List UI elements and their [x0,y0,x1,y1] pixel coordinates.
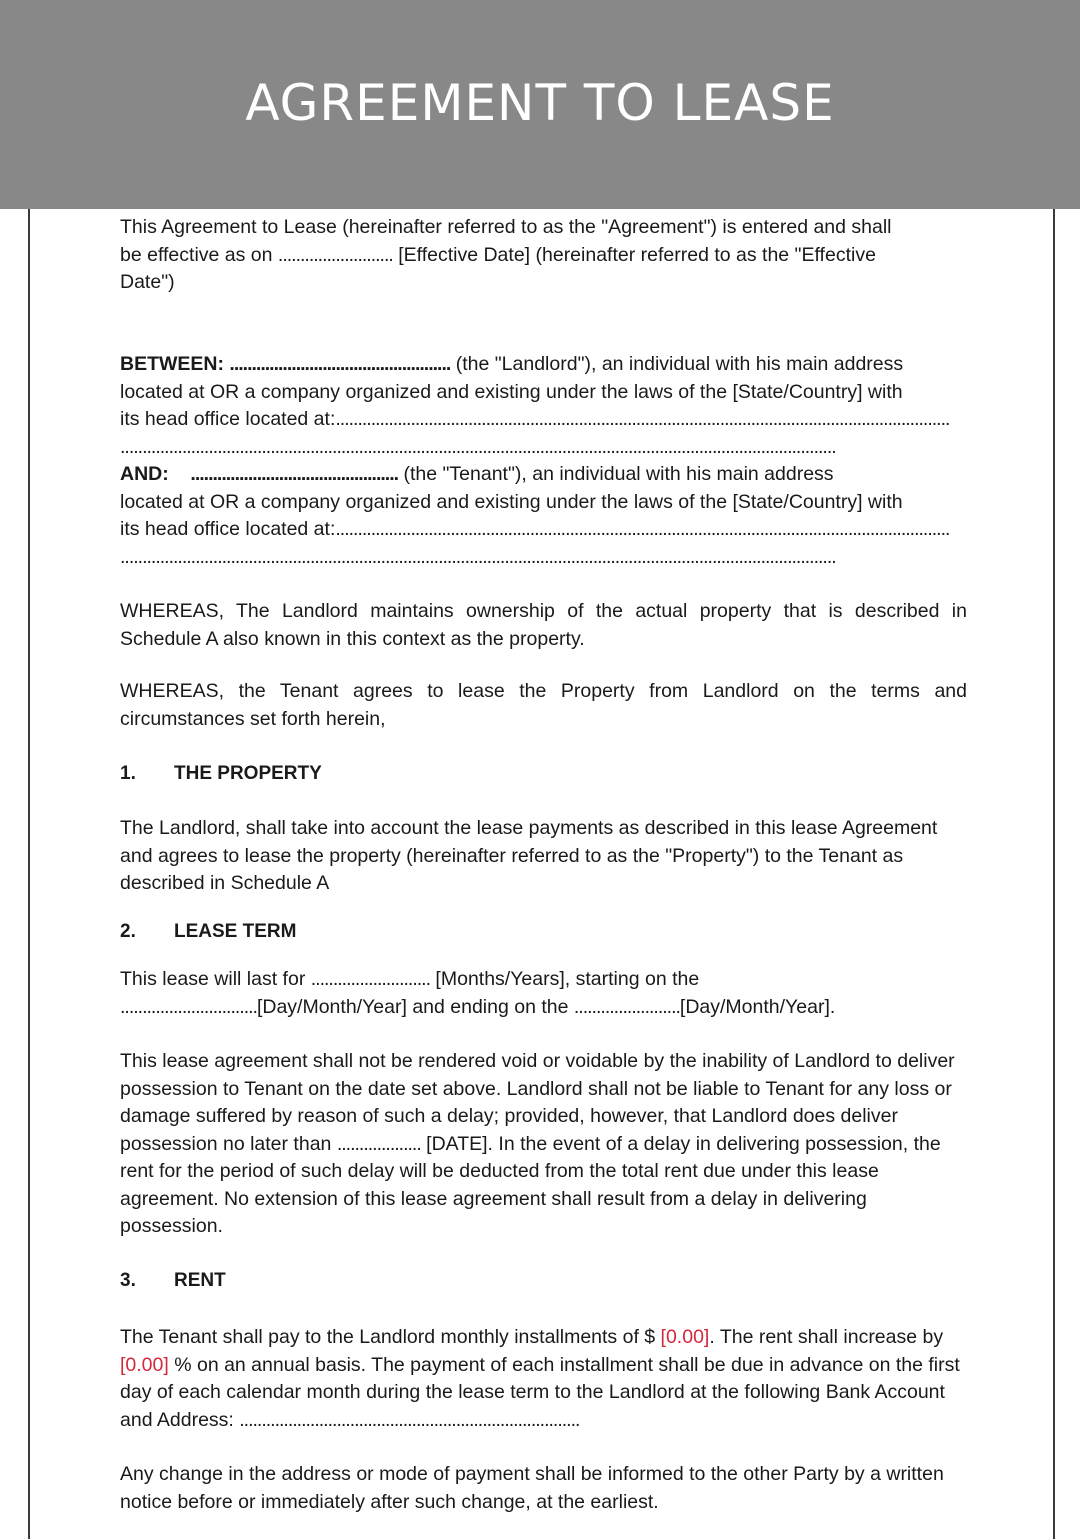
whereas-paragraph: WHEREAS, the Tenant agrees to lease the Property from Landlord on the terms and circumstances set forth herein, [120,680,967,730]
between-label: BETWEEN: [120,353,224,375]
and-blank-line: .................................................................................................................................................................. [120,545,836,568]
intro-line: This Agreement to Lease (hereinafter referred to as the "Agreement") is entered and shall [120,216,892,238]
between-line: its head office located at:........................................................................................................................................... [120,408,950,430]
intro-line: be effective as on .......................... [Effective Date] (hereinafter referred to as the "Effective [120,243,876,266]
between-party-block [120,351,967,461]
property-paragraph: The Landlord, shall take into account the lease payments as described in this lease Agreement and agrees to lease the property (hereinafter referred to as the "Property") to the Tenant as described in Schedule A [120,817,938,894]
between-line: BETWEEN: .................................................. (the "Landlord"), an individual with his main address [120,353,904,375]
between-line: located at OR a company organized and existing under the laws of the [State/Country] with [120,380,903,403]
and-party-block [120,461,967,571]
and-label: AND: [120,463,169,485]
rent-paragraph: The Tenant shall pay to the Landlord monthly installments of $ [0.00]. The rent shall increase by [0.00] % on an annual basis. The payment of each installment shall be due in advance on the first day of each calendar month during the lease term to the Landlord at the following Bank Account and Address: ............................................................................. [120,1326,960,1431]
payment-change-paragraph: Any change in the address or mode of payment shall be informed to the other Party by a written notice before or immediately after such change, at the earliest. [120,1463,944,1513]
section-heading-property: 1. THE PROPERTY [120,763,322,784]
rent-amount-placeholder: [0.00] [660,1326,710,1348]
section-heading-lease-term: 2. LEASE TERM [120,921,297,942]
whereas-paragraph: WHEREAS, The Landlord maintains ownership of the actual property that is described in Schedule A also known in this context as the property. [120,600,967,650]
lease-term-line: ...............................[Day/Month/Year] and ending on the ........................[Day/Month/Year]. [120,995,836,1018]
possession-paragraph: This lease agreement shall not be rendered void or voidable by the inability of Landlord to deliver possession to Tenant on the date set above. Landlord shall not be liable to Tenant for any loss or damage suffered by reason of such a delay; provided, however, that Landlord does deliver possession no later than ................... [DATE]. In the event of a delay in delivering possession, the rent for the period of such delay will be deducted from the total rent due under this lease agreement. No extension of this lease agreement shall result from a delay in delivering possession. [120,1050,955,1237]
and-line: located at OR a company organized and existing under the laws of the [State/Country] with [120,490,903,513]
lease-term-line: This lease will last for ........................... [Months/Years], starting on the [120,968,700,990]
document-title: AGREEMENT TO LEASE [245,73,835,132]
lease-term-paragraph [120,966,967,1021]
title-banner [0,0,1080,209]
and-line: AND: ............................................... (the "Tenant"), an individual with his main address [120,463,834,485]
between-blank-line: .................................................................................................................................................................. [120,435,836,458]
document-page [28,209,1055,1539]
intro-line: Date") [120,271,175,293]
rent-increase-placeholder: [0.00] [120,1353,169,1376]
intro-paragraph [120,214,967,297]
and-line: its head office located at:........................................................................................................................................... [120,518,950,540]
section-heading-rent: 3. RENT [120,1270,226,1291]
